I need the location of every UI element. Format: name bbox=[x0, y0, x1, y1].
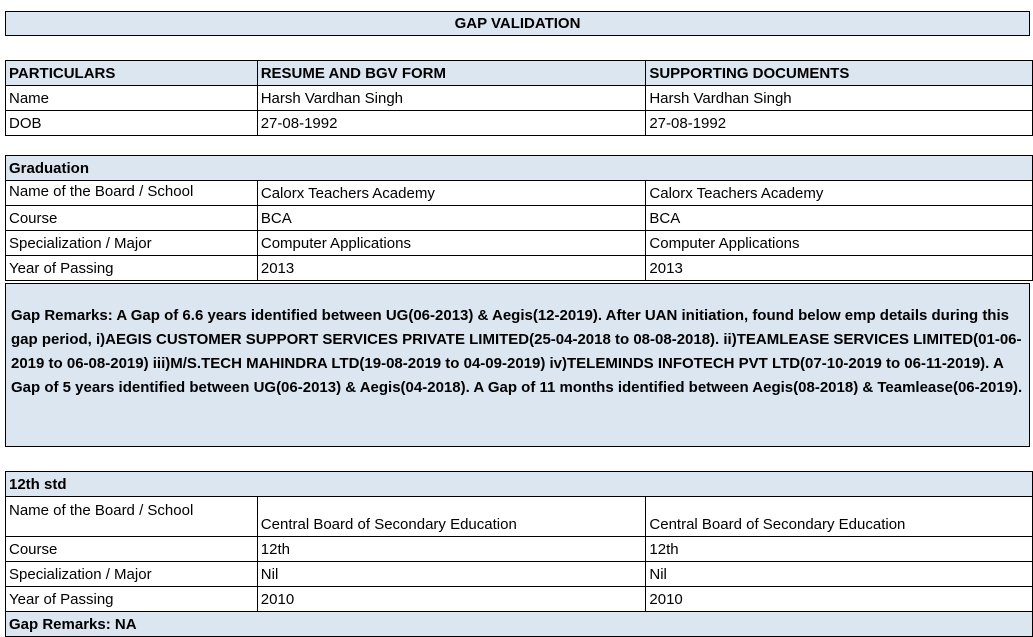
table-row bbox=[6, 181, 1033, 206]
docs-value: 27-08-1992 bbox=[646, 111, 1033, 136]
gap-remarks-row bbox=[6, 612, 1033, 637]
table-row bbox=[6, 206, 1033, 231]
resume-value: 27-08-1992 bbox=[257, 111, 646, 136]
header-particulars: PARTICULARS bbox=[6, 61, 258, 86]
section-heading-row bbox=[6, 156, 1033, 181]
table-row bbox=[6, 562, 1033, 587]
row-label: Specialization / Major bbox=[6, 231, 258, 256]
resume-value: BCA bbox=[257, 206, 646, 231]
row-label: Course bbox=[6, 537, 258, 562]
particulars-table bbox=[5, 60, 1033, 136]
page-title: GAP VALIDATION bbox=[5, 11, 1030, 36]
docs-value: Computer Applications bbox=[646, 231, 1033, 256]
resume-value: Nil bbox=[257, 562, 646, 587]
resume-value: Harsh Vardhan Singh bbox=[257, 86, 646, 111]
table-row bbox=[6, 111, 1033, 136]
docs-value: 2010 bbox=[646, 587, 1033, 612]
docs-value: Central Board of Secondary Education bbox=[646, 497, 1033, 537]
table-row bbox=[6, 497, 1033, 537]
resume-value: 12th bbox=[257, 537, 646, 562]
resume-value: Central Board of Secondary Education bbox=[257, 497, 646, 537]
graduation-gap-remarks: Gap Remarks: A Gap of 6.6 years identified between UG(06-2013) & Aegis(12-2019). After UAN initiation, found below emp details during this gap period, i)AEGIS CUSTOMER SUPPORT SERVICES PRIVATE LIMITED(25-04-2018 to 08-08-2018). ii)TEAMLEASE SERVICES LIMITED(01-06-2019 to 06-08-2019) iii)M/S.TECH MAHINDRA LTD(19-08-2019 to 04-09-2019) iv)TELEMINDS INFOTECH PVT LTD(07-10-2019 to 06-11-2019). A Gap of 5 years identified between UG(06-2013) & Aegis(04-2018). A Gap of 11 months identified between Aegis(08-2018) & Teamlease(06-2019). bbox=[5, 283, 1030, 447]
table-row bbox=[6, 231, 1033, 256]
twelfth-table bbox=[5, 471, 1033, 637]
table-row bbox=[6, 537, 1033, 562]
resume-value: 2013 bbox=[257, 256, 646, 281]
docs-value: 2013 bbox=[646, 256, 1033, 281]
table-row bbox=[6, 587, 1033, 612]
twelfth-gap-remarks: Gap Remarks: NA bbox=[6, 612, 1033, 637]
graduation-heading: Graduation bbox=[6, 156, 1033, 181]
section-heading-row bbox=[6, 472, 1033, 497]
table-header-row bbox=[6, 61, 1033, 86]
docs-value: Nil bbox=[646, 562, 1033, 587]
row-label: Name of the Board / School bbox=[6, 181, 258, 206]
docs-value: Calorx Teachers Academy bbox=[646, 181, 1033, 206]
table-row bbox=[6, 86, 1033, 111]
header-documents: SUPPORTING DOCUMENTS bbox=[646, 61, 1033, 86]
row-label: Year of Passing bbox=[6, 256, 258, 281]
resume-value: Calorx Teachers Academy bbox=[257, 181, 646, 206]
resume-value: 2010 bbox=[257, 587, 646, 612]
graduation-table bbox=[5, 155, 1033, 281]
row-label: DOB bbox=[6, 111, 258, 136]
table-row bbox=[6, 256, 1033, 281]
twelfth-heading: 12th std bbox=[6, 472, 1033, 497]
resume-value: Computer Applications bbox=[257, 231, 646, 256]
row-label: Year of Passing bbox=[6, 587, 258, 612]
docs-value: Harsh Vardhan Singh bbox=[646, 86, 1033, 111]
header-resume: RESUME AND BGV FORM bbox=[257, 61, 646, 86]
docs-value: 12th bbox=[646, 537, 1033, 562]
row-label: Name of the Board / School bbox=[6, 497, 258, 537]
row-label: Specialization / Major bbox=[6, 562, 258, 587]
row-label: Name bbox=[6, 86, 258, 111]
row-label: Course bbox=[6, 206, 258, 231]
docs-value: BCA bbox=[646, 206, 1033, 231]
